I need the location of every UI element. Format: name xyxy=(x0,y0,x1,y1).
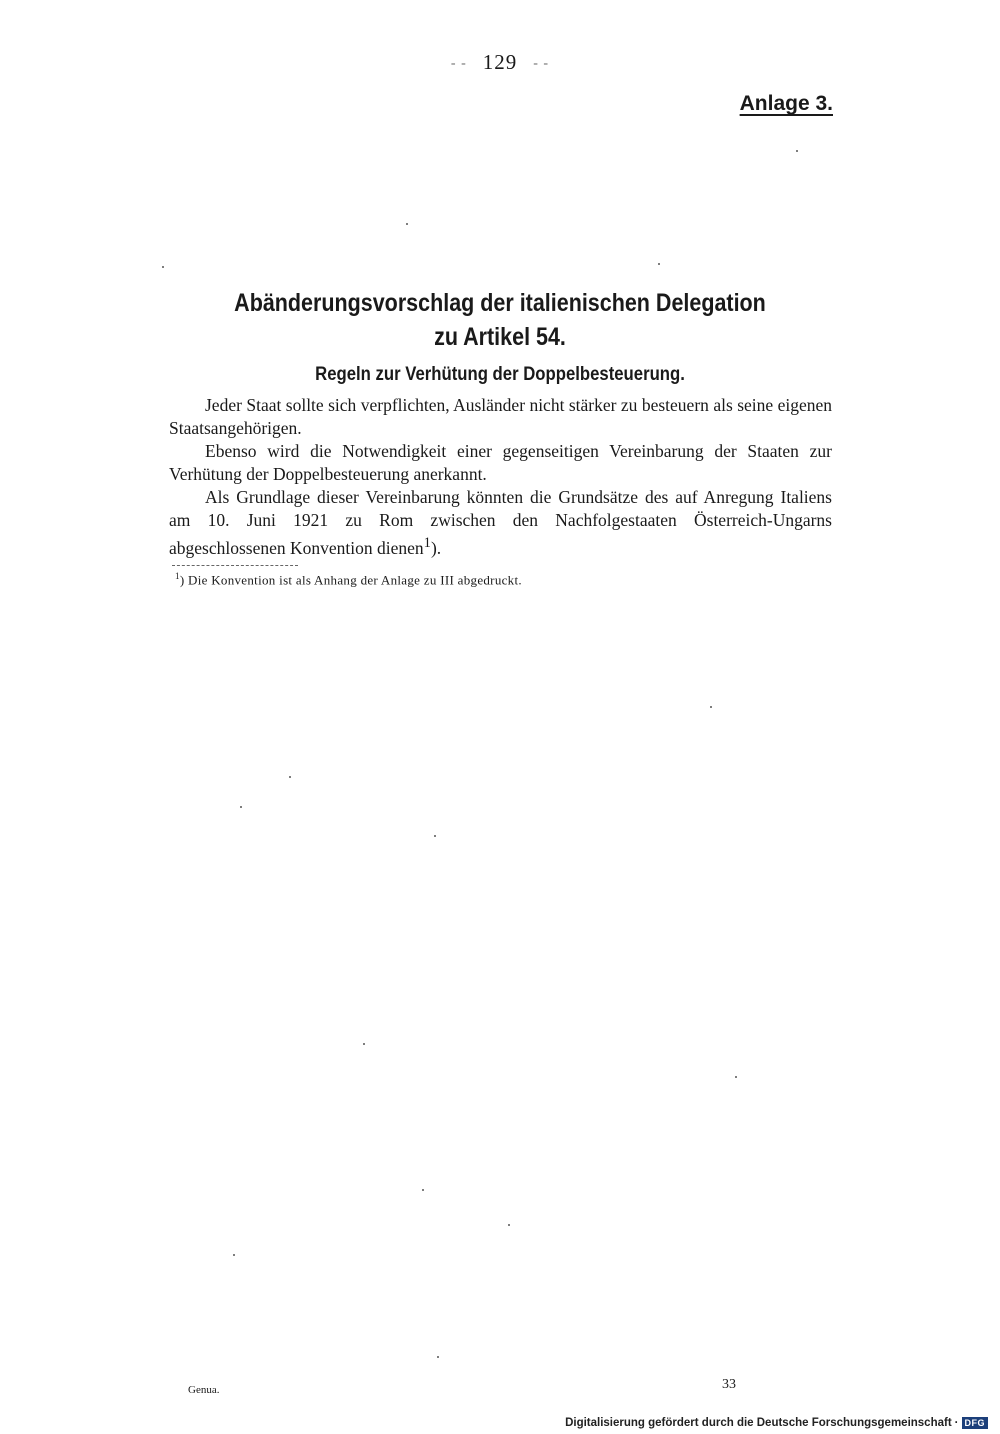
scan-speck xyxy=(437,1356,439,1358)
document-title-line-2: zu Artikel 54. xyxy=(434,323,566,351)
footer-sheet-number: 33 xyxy=(722,1377,736,1392)
footnote xyxy=(175,571,522,588)
digitization-credit-text: Digitalisierung gefördert durch die Deutsche Forschungsgemeinschaft xyxy=(565,1417,952,1429)
scan-speck xyxy=(658,263,660,265)
page-number xyxy=(0,50,1000,75)
paragraph-3 xyxy=(169,486,832,560)
footer-signature-mark: Genua. xyxy=(188,1384,220,1396)
footnote-text: Die Konvention ist als Anhang der Anlage zu III abgedruckt. xyxy=(188,572,522,588)
paragraph-3-text: Als Grundlage dieser Vereinbarung könnten die Grundsätze des auf Anregung Italiens am 10. Juni 1921 zu Rom zwischen den Nachfolgestaaten Österreich-Ungarns abgeschlossenen Konvention dienen xyxy=(169,487,832,558)
scan-speck xyxy=(735,1076,737,1078)
scan-speck xyxy=(240,806,242,808)
page-number-value: 129 xyxy=(482,50,518,74)
scan-speck xyxy=(434,835,436,837)
digitization-credit xyxy=(565,1417,988,1429)
body-text xyxy=(169,394,832,560)
paragraph-2: Ebenso wird die Notwendigkeit einer gegenseitigen Vereinbarung der Staaten zur Verhütung der Doppelbesteuerung anerkannt. xyxy=(169,441,832,484)
annex-label: Anlage 3. xyxy=(739,92,833,115)
scan-speck xyxy=(508,1224,510,1226)
scan-speck xyxy=(406,223,408,225)
scan-speck xyxy=(796,150,798,152)
paragraph-3-end: ). xyxy=(430,537,442,558)
scan-speck xyxy=(162,266,164,268)
scan-speck xyxy=(289,776,291,778)
dfg-logo-icon: DFG xyxy=(962,1417,989,1429)
footnote-marker: 1 xyxy=(175,571,180,581)
footnote-reference: 1 xyxy=(423,535,431,551)
page-number-dash-right: - - xyxy=(533,56,550,72)
document-subtitle: Regeln zur Verhütung der Doppelbesteuerung. xyxy=(315,364,685,385)
footnote-marker-paren: ) xyxy=(179,572,188,588)
credit-separator: · xyxy=(954,1417,959,1429)
document-title-line-1: Abänderungsvorschlag der italienischen Delegation xyxy=(234,289,766,317)
scan-speck xyxy=(422,1189,424,1191)
page-number-dash-left: - - xyxy=(450,56,467,72)
scan-speck xyxy=(710,706,712,708)
footnote-divider xyxy=(172,565,298,566)
paragraph-1: Jeder Staat sollte sich verpflichten, Ausländer nicht stärker zu besteuern als seine eigenen Staatsangehörigen. xyxy=(169,395,832,438)
scan-speck xyxy=(233,1254,235,1256)
scan-speck xyxy=(363,1043,365,1045)
